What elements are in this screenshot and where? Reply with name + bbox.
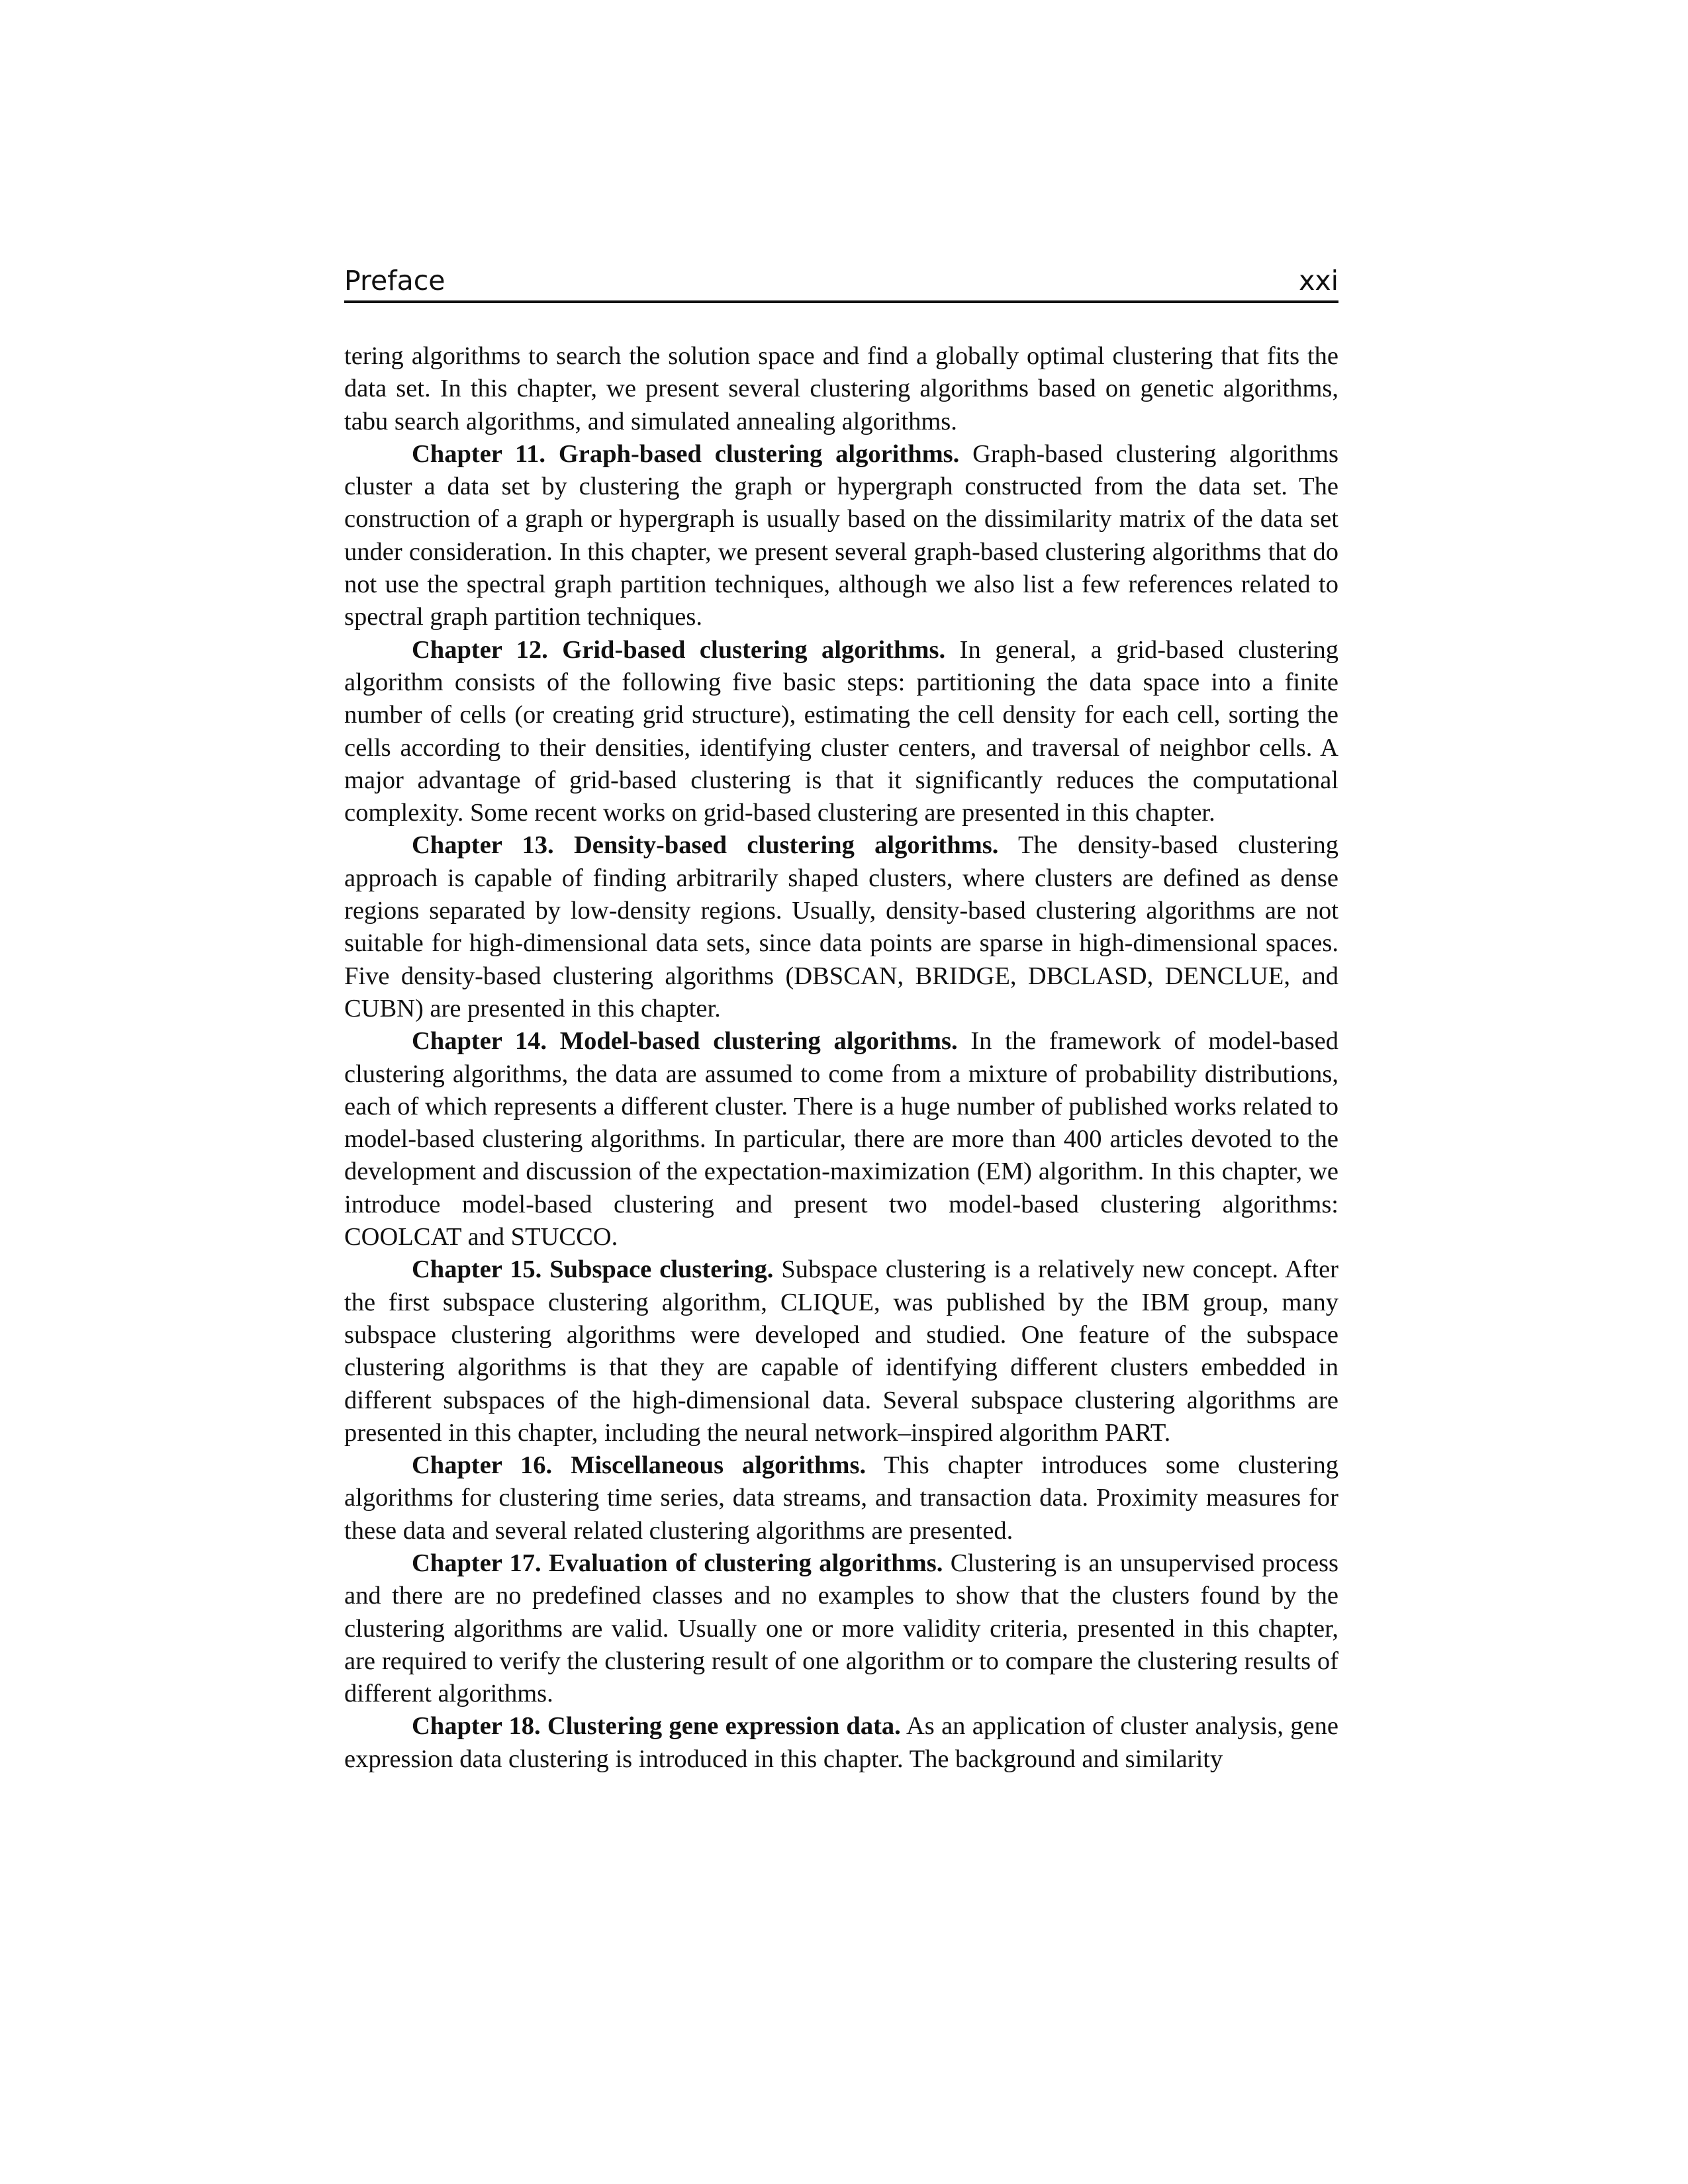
chapter-16-text: This chapter introduces some clustering algorithms for clustering time series, data streams, and transaction data. Proximity measures for these data and several related clustering algorithms are presented. xyxy=(344,1451,1338,1545)
chapter-16-heading: Chapter 16. Miscellaneous algorithms. xyxy=(412,1451,867,1480)
chapter-17-paragraph xyxy=(344,1547,1338,1710)
chapter-15-heading: Chapter 15. Subspace clustering. xyxy=(412,1255,774,1284)
chapter-11-heading: Chapter 11. Graph-based clustering algorithms. xyxy=(412,439,960,468)
chapter-15-paragraph xyxy=(344,1253,1338,1449)
chapter-18-text: As an application of cluster analysis, gene expression data clustering is introduced in this chapter. The background and similarity xyxy=(344,1712,1338,1773)
chapter-14-text: In the framework of model-based clustering algorithms, the data are assumed to come from a mixture of probability distributions, each of which represents a different cluster. There is a huge number of published works related to model-based clustering algorithms. In particular, there are more than 400 articles devoted to the development and discussion of the expectation-maximization (EM) algorithm. In this chapter, we introduce model-based clustering and present two model-based clustering algorithms: COOLCAT and STUCCO. xyxy=(344,1027,1339,1251)
chapter-12-paragraph xyxy=(344,634,1338,830)
chapter-12-text: In general, a grid-based clustering algorithm consists of the following five basic steps: partitioning the data space into a finite number of cells (or creating grid structure), estimating the cell density for each cell, sorting the cells according to their densities, identifying cluster centers, and traversal of neighbor cells. A major advantage of grid-based clustering is that it significantly reduces the computational complexity. Some recent works on grid-based clustering are presented in this chapter. xyxy=(344,635,1339,827)
chapter-18-heading: Chapter 18. Clustering gene expression data. xyxy=(412,1712,901,1741)
chapter-13-heading: Chapter 13. Density-based clustering algorithms. xyxy=(412,831,999,860)
page-header xyxy=(344,259,1338,303)
chapter-14-paragraph xyxy=(344,1025,1338,1253)
chapter-17-heading: Chapter 17. Evaluation of clustering algorithms. xyxy=(412,1549,943,1577)
chapter-18-paragraph xyxy=(344,1710,1338,1776)
chapter-13-paragraph xyxy=(344,829,1338,1025)
chapter-13-text: The density-based clustering approach is capable of finding arbitrarily shaped clusters, where clusters are defined as dense regions separated by low-density regions. Usually, density-based clustering algorithms are not suitable for high-dimensional data sets, since data points are sparse in high-dimensional spaces. Five density-based clustering algorithms (DBSCAN, BRIDGE, DBCLASD, DENCLUE, and CUBN) are presented in this chapter. xyxy=(344,831,1338,1023)
page-number: xxi xyxy=(1299,265,1338,296)
body-text xyxy=(344,340,1338,1776)
chapter-11-paragraph xyxy=(344,438,1338,634)
chapter-11-text: Graph-based clustering algorithms cluster a data set by clustering the graph or hypergraph constructed from the data set. The construction of a graph or hypergraph is usually based on the dissimilarity matrix of the data set under consideration. In this chapter, we present several graph-based clustering algorithms that do not use the spectral graph partition techniques, although we also list a few references related to spectral graph partition techniques. xyxy=(344,439,1338,631)
chapter-15-text: Subspace clustering is a relatively new concept. After the first subspace clustering algorithm, CLIQUE, was published by the IBM group, many subspace clustering algorithms were developed and studied. One feature of the subspace clustering algorithms is that they are capable of identifying different clusters embedded in different subspaces of the high-dimensional data. Several subspace clustering algorithms are presented in this chapter, including the neural network–inspired algorithm PART. xyxy=(344,1255,1339,1447)
chapter-16-paragraph xyxy=(344,1449,1338,1547)
chapter-14-heading: Chapter 14. Model-based clustering algorithms. xyxy=(412,1027,958,1056)
running-head: Preface xyxy=(344,265,445,296)
chapter-17-text: Clustering is an unsupervised process and there are no predefined classes and no examples to show that the clusters found by the clustering algorithms are valid. Usually one or more validity criteria, presented in this chapter, are required to verify the clustering result of one algorithm or to compare the clustering results of different algorithms. xyxy=(344,1549,1338,1708)
chapter-12-heading: Chapter 12. Grid-based clustering algorithms. xyxy=(412,635,946,664)
continuation-paragraph: tering algorithms to search the solution space and find a globally optimal clustering that fits the data set. In this chapter, we present several clustering algorithms based on genetic algorithms, tabu search algorithms, and simulated annealing algorithms. xyxy=(344,342,1338,435)
